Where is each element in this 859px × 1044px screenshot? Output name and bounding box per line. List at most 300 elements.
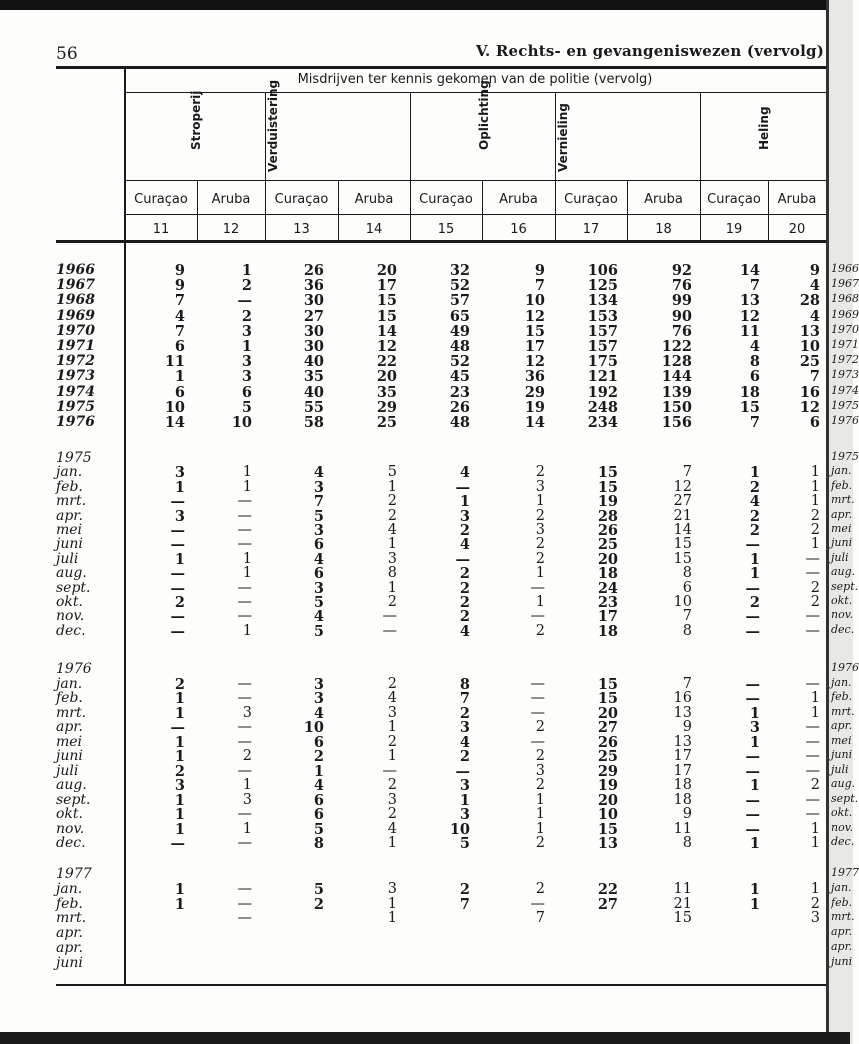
table-cell: — (745, 806, 760, 823)
table-cell: — (237, 675, 252, 692)
table-cell: 10 (799, 338, 820, 355)
table-title: Misdrijven ter kennis gekomen van de politie (vervolg) (297, 72, 653, 87)
table-cell: 15 (597, 675, 618, 693)
table-cell: 5 (313, 820, 324, 838)
table-cell: 13 (673, 733, 692, 750)
table-cell: 4 (313, 704, 324, 722)
column-number: 18 (655, 222, 672, 237)
table-cell: 3 (535, 478, 545, 495)
table-cell: 12 (739, 307, 760, 325)
table-cell: 17 (376, 277, 397, 295)
table-cell: 3 (241, 322, 252, 340)
table-cell: — (745, 536, 760, 554)
table-cell: 1 (242, 820, 252, 837)
table-cell: 3 (174, 464, 185, 482)
table-cell: 48 (449, 414, 470, 431)
table-cell: 134 (587, 292, 618, 310)
table-cell: 2 (459, 565, 470, 583)
table-cell: 4 (809, 307, 820, 325)
table-cell: 11 (673, 820, 692, 837)
table-cell: 2 (459, 880, 470, 898)
table-cell: 2 (174, 594, 185, 611)
table-cell: 15 (673, 536, 692, 553)
table-cell: 11 (673, 880, 692, 897)
table-cell: 26 (449, 398, 470, 416)
table-cell: 4 (749, 338, 760, 355)
table-cell: — (170, 536, 185, 554)
table-cell: 3 (535, 762, 545, 779)
table-cell: — (237, 608, 252, 625)
table-cell: 6 (313, 536, 324, 554)
table-cell: 27 (673, 493, 692, 510)
table-cell: 25 (376, 414, 397, 431)
table-cell: 2 (535, 835, 545, 851)
table-cell: — (530, 675, 545, 692)
table-cell: — (805, 733, 820, 750)
row-label: 1974 (56, 383, 95, 400)
table-cell: 48 (449, 338, 470, 355)
table-cell: 13 (673, 704, 692, 721)
table-cell: 55 (303, 398, 324, 416)
table-cell: 7 (535, 910, 545, 927)
next-page-label: juni (831, 954, 853, 968)
table-cell: 35 (376, 383, 397, 401)
next-page-edge (826, 0, 859, 1044)
next-page-label: mrt. (831, 493, 855, 507)
table-cell: 18 (597, 565, 618, 583)
table-cell: 2 (387, 675, 397, 692)
table-cell: 8 (682, 622, 692, 639)
table-cell: 14 (524, 414, 545, 431)
table-cell: 28 (597, 507, 618, 525)
subheader-curacao: Curaçao (419, 192, 473, 207)
row-label: juni (56, 536, 83, 553)
table-cell: 1 (535, 565, 545, 582)
row-label: jan. (56, 675, 83, 692)
table-cell: 144 (661, 368, 692, 386)
table-cell: 1 (749, 777, 760, 794)
table-cell: 27 (303, 307, 324, 325)
table-cell: 15 (597, 820, 618, 838)
table-cell: 32 (449, 262, 470, 279)
next-page-label: mei (831, 522, 852, 535)
table-cell: 10 (164, 398, 185, 416)
table-cell: 2 (810, 594, 820, 610)
table-cell: 1 (810, 704, 820, 721)
row-label: feb. (56, 690, 83, 706)
column-number: 16 (510, 222, 527, 237)
table-cell: 28 (799, 292, 820, 310)
group-header-heling: Heling (757, 106, 771, 150)
table-cell: — (805, 622, 820, 639)
table-cell: 1 (241, 338, 252, 355)
table-cell: 4 (387, 820, 397, 837)
table-cell: — (530, 579, 545, 596)
table-cell: 2 (810, 895, 820, 912)
row-label: apr. (56, 719, 83, 735)
subheader-curacao: Curaçao (134, 192, 188, 207)
table-cell: 76 (671, 322, 692, 340)
group-header-stroperij: Stroperij (189, 90, 203, 150)
table-cell: 4 (313, 550, 324, 568)
table-cell: 5 (313, 622, 324, 640)
next-page-label: apr. (831, 925, 853, 939)
table-cell: — (745, 622, 760, 640)
table-cell: 2 (387, 806, 397, 822)
group-divider (410, 92, 411, 180)
table-cell: — (170, 493, 185, 511)
table-cell: 27 (597, 719, 618, 736)
table-cell: 3 (313, 690, 324, 707)
table-cell: — (455, 478, 470, 496)
table-cell: 1 (174, 368, 185, 386)
table-cell: 150 (661, 398, 692, 416)
table-cell: 4 (459, 536, 470, 554)
table-cell: 6 (241, 383, 252, 401)
table-cell: 6 (313, 565, 324, 583)
table-cell: 175 (587, 353, 618, 371)
table-cell: 1 (459, 791, 470, 809)
table-cell: 1 (387, 835, 397, 851)
table-cell: 17 (673, 748, 692, 764)
table-cell: 1 (810, 478, 820, 495)
table-cell: 3 (242, 791, 252, 808)
row-label: apr. (56, 507, 83, 524)
table-cell: 2 (535, 622, 545, 639)
table-cell: — (530, 704, 545, 721)
table-cell: 10 (303, 719, 324, 736)
table-cell: — (237, 522, 252, 538)
table-cell: 3 (535, 522, 545, 538)
table-cell: 6 (313, 791, 324, 809)
next-page-label: jan. (831, 880, 852, 894)
table-cell: 2 (387, 777, 397, 793)
table-cell: 65 (449, 307, 470, 325)
table-cell: 30 (303, 322, 324, 340)
table-cell: 7 (809, 368, 820, 386)
table-cell: 1 (387, 478, 397, 495)
table-cell: 3 (459, 806, 470, 823)
table-cell: 4 (313, 777, 324, 794)
table-cell: 1 (241, 262, 252, 279)
column-number: 15 (437, 222, 455, 237)
next-page-label: 1976 (831, 661, 859, 674)
next-page-label: aug. (831, 565, 856, 579)
table-cell: 52 (449, 353, 470, 371)
subheader-curacao: Curaçao (707, 192, 761, 207)
table-cell: 12 (376, 338, 397, 355)
subheader-aruba: Aruba (777, 192, 817, 207)
table-cell: 2 (535, 550, 545, 567)
table-cell: 1 (749, 880, 760, 898)
row-label: nov. (56, 608, 85, 625)
table-cell: 4 (749, 493, 760, 511)
table-cell: 15 (597, 690, 618, 707)
table-cell: 49 (449, 322, 470, 340)
table-cell: 58 (303, 414, 324, 431)
table-cell: 2 (749, 478, 760, 496)
table-cell: 7 (174, 322, 185, 340)
row-label: 1975 (56, 398, 95, 415)
table-cell: 1 (810, 835, 820, 851)
table-cell: — (805, 565, 820, 582)
next-page-label: okt. (831, 594, 853, 607)
table-cell: — (237, 762, 252, 779)
table-cell: 2 (810, 579, 820, 596)
row-label: jan. (56, 880, 83, 897)
table-cell: — (805, 762, 820, 779)
table-cell: 15 (376, 292, 397, 310)
scan-bottom-edge (0, 1032, 850, 1044)
table-cell: 8 (313, 835, 324, 852)
row-label: aug. (56, 565, 87, 582)
table-cell: 192 (587, 383, 618, 401)
row-label: 1966 (56, 262, 95, 278)
table-cell: 2 (749, 594, 760, 611)
table-cell: 3 (313, 478, 324, 496)
table-cell: — (805, 550, 820, 567)
table-cell: 9 (174, 262, 185, 279)
row-label: feb. (56, 478, 83, 495)
header-bottom-rule (56, 240, 826, 243)
next-page-label: feb. (831, 690, 853, 703)
table-cell: 1 (174, 704, 185, 722)
table-cell: 6 (809, 414, 820, 431)
group-divider (700, 92, 701, 180)
table-cell: 12 (673, 478, 692, 495)
table-cell: 7 (682, 675, 692, 692)
table-cell: 1 (242, 478, 252, 495)
table-cell: 1 (459, 493, 470, 511)
table-cell: 12 (799, 398, 820, 416)
table-cell: 11 (164, 353, 185, 371)
group-header-verduistering: Verduistering (265, 79, 280, 172)
row-label: 1972 (56, 353, 95, 370)
next-page-label: mei (831, 733, 852, 747)
row-label: juli (56, 550, 79, 567)
table-cell: 7 (459, 690, 470, 707)
next-page-label: juli (831, 762, 849, 776)
table-cell: 29 (376, 398, 397, 416)
table-cell: 1 (749, 835, 760, 852)
row-label: mrt. (56, 910, 87, 927)
table-cell: — (805, 719, 820, 735)
row-label: 1976 (56, 414, 95, 430)
next-page-label: juni (831, 536, 853, 550)
table-cell: 5 (459, 835, 470, 852)
table-cell: — (530, 690, 545, 706)
table-cell: 12 (524, 353, 545, 371)
row-label: jan. (56, 464, 83, 481)
row-label: juni (56, 748, 83, 764)
row-label: mrt. (56, 493, 87, 510)
table-cell: 2 (535, 536, 545, 553)
table-cell: 2 (810, 522, 820, 538)
row-label: 1968 (56, 292, 95, 309)
table-cell: 7 (682, 464, 692, 481)
table-cell: 1 (810, 690, 820, 706)
table-cell: 2 (749, 522, 760, 539)
table-cell: 6 (682, 579, 692, 596)
table-cell: 1 (387, 910, 397, 927)
next-page-label: apr. (831, 507, 853, 521)
column-number: 12 (222, 222, 240, 237)
next-page-label: jan. (831, 675, 852, 689)
table-cell: — (237, 507, 252, 524)
column-number: 13 (293, 222, 310, 237)
table-cell: — (170, 622, 185, 640)
table-cell: 125 (587, 277, 618, 295)
table-cell: 2 (459, 748, 470, 765)
table-cell: 9 (682, 806, 692, 822)
column-number: 17 (582, 222, 600, 237)
table-cell: 5 (313, 880, 324, 898)
table-cell: 12 (524, 307, 545, 325)
table-cell: 3 (313, 522, 324, 539)
section-label: 1975 (56, 450, 92, 466)
row-label: feb. (56, 895, 83, 912)
table-cell: 2 (535, 748, 545, 764)
table-cell: — (530, 733, 545, 750)
table-cell: 1 (174, 895, 185, 913)
table-cell: — (237, 594, 252, 610)
table-cell: 9 (682, 719, 692, 735)
table-cell: 248 (587, 398, 618, 416)
next-page-label: 1975 (831, 398, 859, 412)
table-cell: 15 (673, 910, 692, 927)
table-cell: 9 (809, 262, 820, 279)
table-cell: 23 (597, 594, 618, 611)
table-cell: 1 (174, 791, 185, 809)
table-cell: 2 (241, 307, 252, 325)
table-cell: 106 (587, 262, 618, 279)
table-bottom-rule (56, 984, 826, 986)
table-cell: 6 (174, 383, 185, 401)
table-cell: 2 (535, 719, 545, 735)
table-cell: 4 (313, 464, 324, 482)
subheader-aruba: Aruba (211, 192, 251, 207)
table-cell: — (237, 910, 252, 927)
table-cell: — (805, 608, 820, 625)
table-cell: 2 (174, 762, 185, 780)
table-cell: 35 (303, 368, 324, 386)
table-cell: 156 (661, 414, 692, 431)
table-cell: 7 (534, 277, 545, 295)
table-cell: 26 (303, 262, 324, 279)
table-cell: 7 (682, 608, 692, 625)
table-cell: 2 (535, 507, 545, 524)
table-cell: 2 (387, 733, 397, 750)
table-cell: 19 (597, 777, 618, 794)
table-cell: 3 (313, 675, 324, 693)
table-cell: — (530, 895, 545, 912)
row-label: okt. (56, 806, 83, 822)
table-cell: 8 (682, 565, 692, 582)
table-cell: 4 (459, 464, 470, 482)
table-cell: 25 (799, 353, 820, 371)
table-cell: — (745, 675, 760, 693)
table-cell: — (530, 608, 545, 625)
table-cell: 18 (673, 777, 692, 793)
table-cell: 1 (535, 493, 545, 510)
subheader-curacao: Curaçao (274, 192, 329, 207)
table-cell: 1 (810, 820, 820, 837)
table-cell: 14 (673, 522, 692, 538)
next-page-label: 1977 (831, 866, 859, 879)
table-cell: 1 (810, 493, 820, 510)
table-cell: 22 (376, 353, 397, 371)
table-cell: — (237, 733, 252, 750)
table-cell: 1 (242, 550, 252, 567)
table-cell: 24 (597, 579, 618, 597)
row-label: dec. (56, 835, 86, 851)
table-cell: — (170, 522, 185, 539)
table-cell: 3 (459, 719, 470, 736)
table-cell: 29 (597, 762, 618, 780)
table-cell: 18 (739, 383, 760, 401)
table-cell: 2 (535, 464, 545, 481)
table-cell: 19 (597, 493, 618, 511)
subheader-curacao: Curaçao (564, 192, 618, 207)
table-cell: 26 (597, 733, 618, 751)
table-cell: 1 (174, 806, 185, 823)
table-cell: 121 (587, 368, 618, 386)
table-cell: — (382, 622, 397, 639)
table-cell: 20 (376, 368, 397, 386)
subheader-aruba: Aruba (499, 192, 538, 207)
table-cell: 153 (587, 307, 618, 325)
row-label: 1973 (56, 368, 95, 385)
table-cell: 10 (524, 292, 545, 310)
table-cell: 1 (810, 464, 820, 481)
next-page-label: aug. (831, 777, 856, 790)
table-cell: 10 (673, 594, 692, 610)
table-cell: 2 (810, 507, 820, 524)
table-cell: 20 (376, 262, 397, 279)
table-cell: — (170, 565, 185, 583)
row-label: juli (56, 762, 79, 779)
table-cell: 1 (387, 719, 397, 735)
table-cell: — (170, 835, 185, 852)
next-page-label: apr. (831, 940, 853, 953)
table-cell: 10 (449, 820, 470, 838)
table-cell: 2 (459, 579, 470, 597)
table-cell: 6 (174, 338, 185, 355)
row-label: 1971 (56, 338, 95, 354)
table-cell: 13 (739, 292, 760, 310)
row-label: nov. (56, 820, 85, 837)
table-cell: — (170, 608, 185, 626)
table-cell: 20 (597, 550, 618, 568)
next-page-label: 1967 (831, 277, 859, 291)
table-cell: 15 (597, 464, 618, 482)
table-cell: 1 (174, 550, 185, 568)
table-cell: 1 (535, 594, 545, 610)
table-cell: 1 (810, 880, 820, 897)
table-cell: — (455, 550, 470, 568)
group-header-vernieling: Vernieling (555, 103, 570, 172)
table-cell: 1 (174, 820, 185, 838)
column-number: 19 (725, 222, 743, 237)
next-page-label: 1976 (831, 414, 859, 427)
next-page-label: sept. (831, 579, 859, 593)
table-cell: — (237, 806, 252, 822)
table-cell: 57 (449, 292, 470, 310)
table-cell: 15 (673, 550, 692, 567)
table-cell: 5 (241, 398, 252, 416)
table-cell: — (170, 579, 185, 597)
table-cell: 2 (459, 704, 470, 722)
